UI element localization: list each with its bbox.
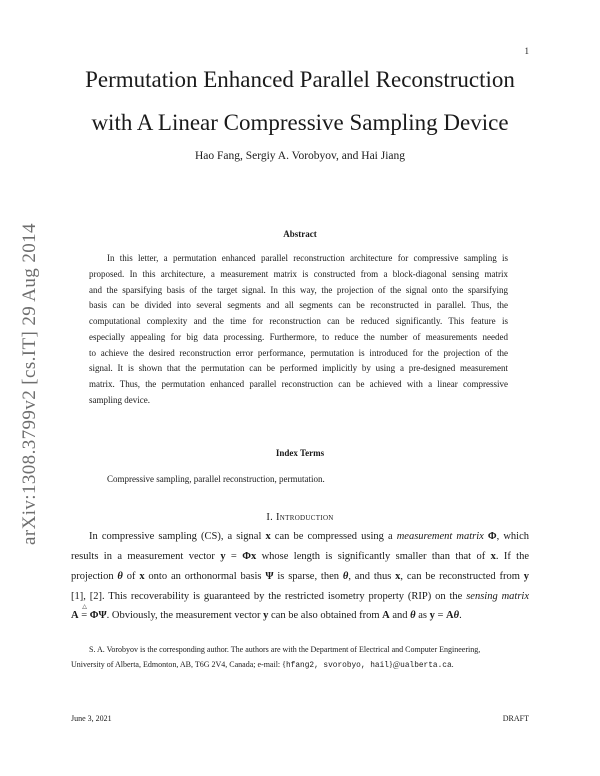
paper-title-line-1: Permutation Enhanced Parallel Reconstruction — [85, 67, 515, 92]
abstract-line: matrix. Thus, the permutation enhanced parallel reconstruction can be achieved with a linear compressive — [89, 379, 508, 389]
abstract-line: proposed. In this architecture, a measurement matrix is constructed from a block-diagonal sensing matrix — [89, 269, 508, 279]
index-terms-text: Compressive sampling, parallel reconstruction, permutation. — [107, 474, 325, 484]
index-terms-heading: Index Terms — [275, 448, 325, 458]
intro-line-4: [1], [2]. This recoverability is guaranteed by the restricted isometry property (RIP) on the sensing matrix — [71, 591, 529, 602]
paper-title-line-2: with A Linear Compressive Sampling Device — [91, 110, 509, 135]
abstract-line: computational complexity and the time for reconstruction can be reduced significantly. This feature is — [89, 316, 508, 326]
intro-line-2: results in a measurement vector y = Φx whose length is significantly smaller than that of x. If the — [71, 551, 530, 562]
intro-line-1: In compressive sampling (CS), a signal x can be compressed using a measurement matrix Φ, which — [89, 531, 530, 542]
footnote-line-2: University of Alberta, Edmonton, AB, T6G 2V4, Canada; e-mail: {hfang2, svorobyo, hail}@ualberta.ca. — [71, 660, 454, 670]
abstract-line: sampling device. — [89, 395, 150, 405]
footer-date: June 3, 2021 — [71, 714, 112, 723]
abstract-line: to achieve the desired reconstruction error performance, permutation is introduced for the projection of the — [89, 348, 508, 358]
abstract-line: and the sparsifying basis of the target signal. In this way, the projection of the signal onto the sparsifying — [89, 285, 508, 295]
section-number: I. — [266, 512, 274, 523]
page-number: 1 — [524, 46, 529, 56]
intro-line-3: projection θ of x onto an orthonormal basis Ψ is sparse, then θ, and thus x, can be reconstructed from y — [71, 571, 529, 582]
section-heading — [0, 512, 600, 523]
abstract-heading: Abstract — [283, 229, 317, 239]
footnote-line-1: S. A. Vorobyov is the corresponding author. The authors are with the Department of Electrical and Computer Engineering, — [89, 645, 481, 654]
footer-draft-label: DRAFT — [502, 714, 529, 723]
arxiv-identifier: arXiv:1308.3799v2 [cs.IT] 29 Aug 2014 — [19, 223, 40, 545]
abstract-line: basis can be divided into several segments and all segments can be reconstructed in parallel. Thus, the — [89, 300, 508, 310]
author-list: Hao Fang, Sergiy A. Vorobyov, and Hai Jiang — [194, 150, 406, 162]
abstract-line: In this letter, a permutation enhanced parallel reconstruction architecture for compressive sampling is — [107, 253, 508, 263]
abstract-line: especially appealing for big data processing. Furthermore, to reduce the number of measurements needed — [89, 332, 508, 342]
section-title: Introduction — [276, 512, 334, 523]
abstract-line: signal. It is shown that the permutation can be performed implicitly by using a pre-designed measurement — [89, 363, 508, 373]
intro-line-5: A = △ ΦΨ. Obviously, the measurement vector y can be also obtained from A and θ as y = Aθ. — [71, 604, 462, 621]
